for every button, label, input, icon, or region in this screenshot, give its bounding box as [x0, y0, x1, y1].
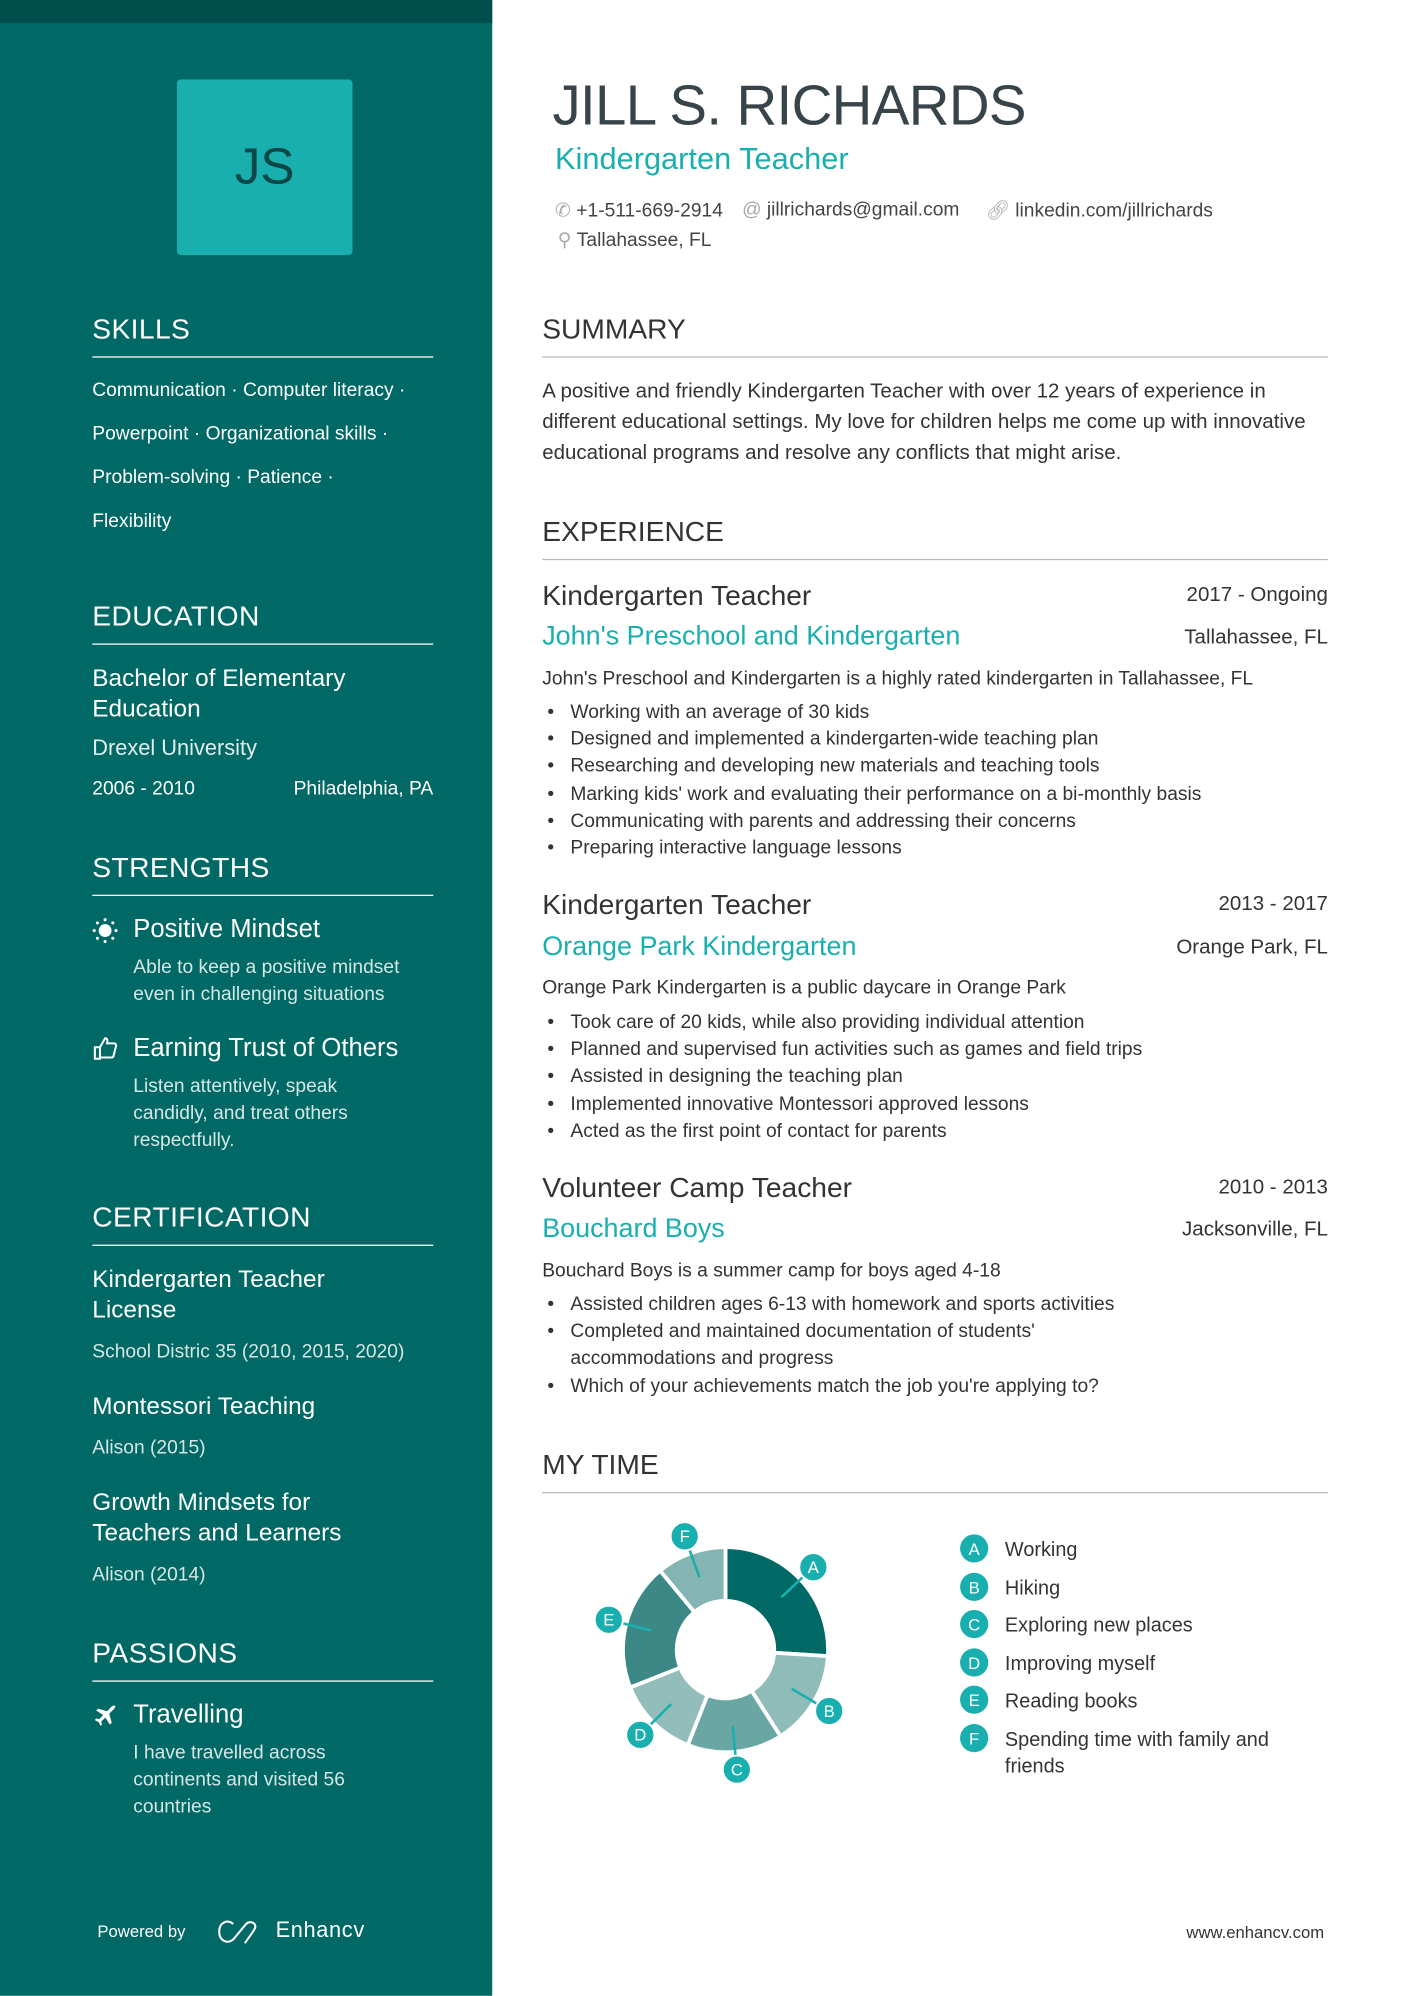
skills-heading: SKILLS [92, 313, 433, 358]
legend-label: Exploring new places [1004, 1615, 1193, 1637]
sidebar [0, 0, 492, 1996]
donut-label: D [634, 1725, 647, 1745]
bullet-item: • Took care of 20 kids, while also providing individual attention [542, 1009, 1311, 1036]
passion-title: Travelling [133, 1700, 244, 1730]
cert-title: Growth Mindsets for Teachers and Learners [92, 1489, 342, 1548]
strength-title: Earning Trust of Others [133, 1034, 399, 1063]
job-dates: 2010 - 2013 [1218, 1176, 1328, 1199]
legend-label: Working [1004, 1539, 1078, 1562]
link-icon: 🔗︎ [985, 199, 1011, 222]
enhancv-logo-text: Enhancv [275, 1917, 365, 1942]
avatar [177, 79, 353, 255]
company-description: John's Preschool and Kindergarten is a highly rated kindergarten in Tallahassee, FL [542, 667, 1254, 690]
bullet-item: • Designed and implemented a kindergarten-wide teaching plan [542, 726, 1311, 753]
bullet-item: • Planned and supervised fun activities such as games and field trips [542, 1036, 1311, 1063]
bullet-item: • Communicating with parents and addressing their concerns [542, 807, 1311, 834]
contact-email [742, 199, 959, 221]
cert-title: Kindergarten Teacher License [92, 1266, 325, 1325]
company-name: Bouchard Boys [542, 1213, 725, 1244]
thumbs-up-icon [92, 1036, 118, 1062]
cert-sub: Alison (2014) [92, 1563, 206, 1586]
passions-heading: PASSIONS [92, 1637, 433, 1682]
linkedin-text[interactable]: linkedin.com/jillrichards [1015, 199, 1213, 222]
phone-icon: ✆ [555, 199, 572, 222]
bullet-item: • Implemented innovative Montessori approved lessons [542, 1090, 1311, 1117]
education-location: Philadelphia, PA [293, 778, 434, 800]
bullet-item: • Completed and maintained documentation of students' accommodations and progress [542, 1318, 1144, 1372]
company-name: Orange Park Kindergarten [542, 931, 857, 962]
legend-marker: D [960, 1648, 988, 1676]
bullet-item: • Marking kids' work and evaluating their performance on a bi-monthly basis [542, 780, 1311, 807]
bullet-item: • Assisted children ages 6-13 with homework and sports activities [542, 1291, 1144, 1318]
candidate-name: JILL S. RICHARDS [552, 74, 1026, 138]
cert-title: Montessori Teaching [92, 1393, 316, 1421]
bullet-item: • Researching and developing new materials and teaching tools [542, 753, 1311, 780]
donut-label: B [823, 1701, 835, 1721]
certification-heading: CERTIFICATION [92, 1201, 433, 1246]
donut-label: F [679, 1527, 690, 1547]
enhancv-logo-icon [218, 1919, 267, 1945]
education-degree [92, 664, 433, 726]
company-name: John's Preschool and Kindergarten [542, 621, 961, 652]
phone-text[interactable]: +1-511-669-2914 [576, 199, 723, 222]
job-bullets [542, 1009, 1311, 1145]
my-time-donut-chart [564, 1513, 872, 1795]
legend-marker: F [960, 1724, 988, 1752]
passion-desc: I have travelled across continents and visited 56 countries [133, 1741, 345, 1818]
summary-text: A positive and friendly Kindergarten Teacher with over 12 years of experience in different educational settings. My love for children helps me come up with innovative educational programs and resolve any conflicts that might arise. [542, 380, 1306, 465]
bullet-item: • Preparing interactive language lessons [542, 834, 1311, 861]
legend-marker: A [960, 1534, 988, 1562]
contact-linkedin [986, 199, 1213, 222]
job-title: Volunteer Camp Teacher [542, 1171, 853, 1204]
education-dates: 2006 - 2010 [92, 778, 195, 800]
powered-by: Powered by [97, 1921, 186, 1941]
legend-label: Hiking [1004, 1577, 1061, 1600]
email-text[interactable]: jillrichards@gmail.com [766, 198, 960, 221]
at-icon: @ [742, 198, 762, 221]
strengths-heading: STRENGTHS [92, 851, 433, 896]
job-location: Orange Park, FL [1176, 936, 1328, 959]
sun-icon [92, 918, 118, 944]
job-title: Kindergarten Teacher [542, 579, 812, 612]
footer-url[interactable]: www.enhancv.com [1186, 1922, 1325, 1942]
legend-label: Spending time with family and friends [1004, 1729, 1269, 1778]
company-description: Orange Park Kindergarten is a public daycare in Orange Park [542, 976, 1066, 999]
job-location: Jacksonville, FL [1182, 1218, 1328, 1241]
top-strip [0, 0, 492, 23]
job-location: Tallahassee, FL [1184, 626, 1328, 649]
strength-desc: Listen attentively, speak candidly, and treat others respectfully. [133, 1075, 348, 1152]
legend-item [960, 1651, 1293, 1678]
education-heading: EDUCATION [92, 600, 433, 645]
job-title: Kindergarten Teacher [542, 888, 812, 921]
company-description: Bouchard Boys is a summer camp for boys aged 4-18 [542, 1260, 1001, 1282]
bullet-item: • Working with an average of 30 kids [542, 699, 1311, 726]
skills-line: Powerpoint · Organizational skills · [92, 422, 389, 445]
job-dates: 2017 - Ongoing [1186, 584, 1328, 607]
airplane-icon [92, 1702, 118, 1728]
skills-line: Flexibility [92, 510, 172, 532]
contact-phone [555, 199, 723, 222]
bullet-item: • Assisted in designing the teaching plan [542, 1063, 1311, 1090]
strength-title: Positive Mindset [133, 915, 320, 944]
my-time-heading: MY TIME [542, 1448, 1328, 1493]
legend-label: Reading books [1004, 1690, 1138, 1713]
donut-label: E [603, 1610, 615, 1630]
skills-line: Communication · Computer literacy · [92, 379, 406, 402]
legend-item [960, 1537, 1293, 1564]
donut-label: A [807, 1557, 819, 1577]
legend-item [960, 1575, 1293, 1602]
skills-line: Problem-solving · Patience · [92, 466, 334, 489]
legend-item [960, 1727, 1293, 1781]
donut-label: C [730, 1760, 743, 1780]
legend-marker: B [960, 1573, 988, 1601]
degree-line: Bachelor of Elementary [92, 665, 346, 693]
job-bullets [542, 1291, 1144, 1400]
legend-label: Improving myself [1004, 1653, 1156, 1676]
bullet-item: • Acted as the first point of contact for parents [542, 1117, 1311, 1144]
contact-location [558, 228, 712, 251]
cert-sub: School Distric 35 (2010, 2015, 2020) [92, 1340, 405, 1363]
experience-heading: EXPERIENCE [542, 515, 1328, 560]
job-bullets [542, 699, 1311, 862]
location-text: Tallahassee, FL [576, 229, 712, 252]
bullet-item: • Which of your achievements match the job you're applying to? [542, 1372, 1144, 1399]
summary-heading: SUMMARY [542, 313, 1328, 358]
location-pin-icon: ⚲ [557, 229, 572, 252]
avatar-initials: JS [234, 138, 295, 195]
job-dates: 2013 - 2017 [1218, 893, 1328, 916]
legend-marker: C [960, 1610, 988, 1638]
legend-item [960, 1688, 1293, 1715]
legend-marker: E [960, 1686, 988, 1714]
legend-item [960, 1613, 1293, 1640]
strength-desc: Able to keep a positive mindset even in challenging situations [133, 956, 400, 1005]
cert-sub: Alison (2015) [92, 1436, 206, 1459]
education-school: Drexel University [92, 735, 257, 761]
job-title: Kindergarten Teacher [555, 142, 849, 177]
degree-line: Education [92, 696, 201, 723]
